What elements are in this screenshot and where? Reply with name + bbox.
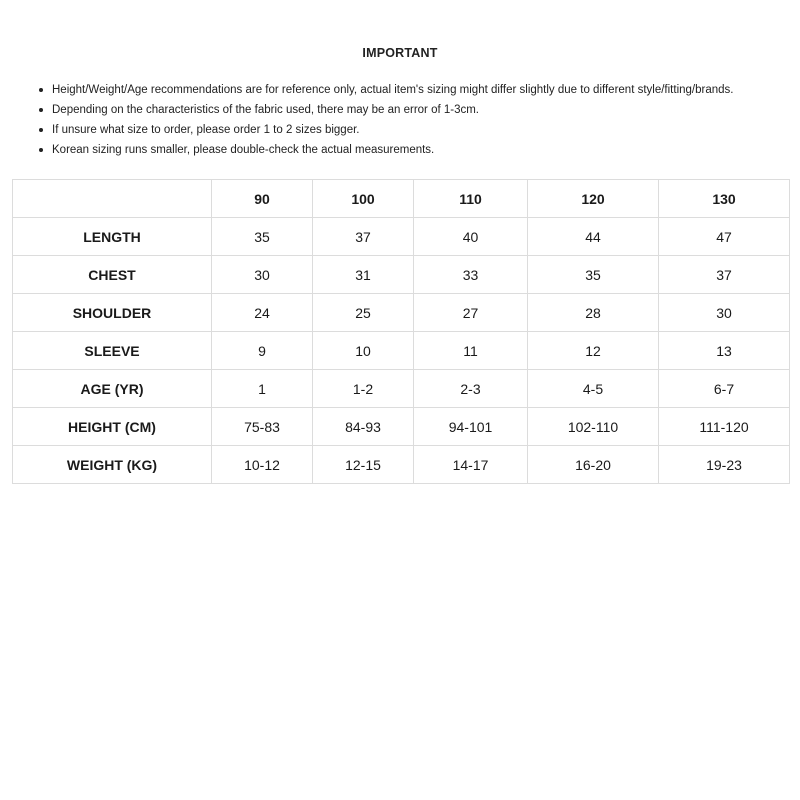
- table-header-row: [13, 180, 790, 218]
- table-cell: 12-15: [313, 446, 414, 484]
- table-row: [13, 446, 790, 484]
- table-cell: 111-120: [659, 408, 790, 446]
- table-cell: 44: [528, 218, 659, 256]
- table-cell: 30: [659, 294, 790, 332]
- table-cell: 33: [414, 256, 528, 294]
- table-cell: 6-7: [659, 370, 790, 408]
- size-header: 120: [528, 180, 659, 218]
- table-cell: 94-101: [414, 408, 528, 446]
- table-cell: 10-12: [212, 446, 313, 484]
- table-cell: 84-93: [313, 408, 414, 446]
- table-row: [13, 294, 790, 332]
- table-cell: 47: [659, 218, 790, 256]
- table-cell: 14-17: [414, 446, 528, 484]
- row-label: SLEEVE: [13, 332, 212, 370]
- title: IMPORTANT: [362, 46, 438, 60]
- notes-list: [36, 80, 766, 160]
- table-corner-cell: [13, 180, 212, 218]
- table-cell: 37: [313, 218, 414, 256]
- table-cell: 13: [659, 332, 790, 370]
- table-cell: 37: [659, 256, 790, 294]
- size-header: 100: [313, 180, 414, 218]
- note-item: Depending on the characteristics of the fabric used, there may be an error of 1-3cm.: [36, 100, 766, 120]
- row-label: LENGTH: [13, 218, 212, 256]
- table-cell: 102-110: [528, 408, 659, 446]
- table-cell: 24: [212, 294, 313, 332]
- table-cell: 10: [313, 332, 414, 370]
- row-label: CHEST: [13, 256, 212, 294]
- table-cell: 12: [528, 332, 659, 370]
- table-cell: 25: [313, 294, 414, 332]
- table-cell: 28: [528, 294, 659, 332]
- table-cell: 1: [212, 370, 313, 408]
- row-label: WEIGHT (KG): [13, 446, 212, 484]
- table-cell: 1-2: [313, 370, 414, 408]
- table-cell: 16-20: [528, 446, 659, 484]
- row-label: SHOULDER: [13, 294, 212, 332]
- table-cell: 27: [414, 294, 528, 332]
- table-cell: 35: [212, 218, 313, 256]
- table-cell: 35: [528, 256, 659, 294]
- row-label: AGE (YR): [13, 370, 212, 408]
- note-item: Korean sizing runs smaller, please double-check the actual measurements.: [36, 140, 766, 160]
- table-cell: 30: [212, 256, 313, 294]
- size-header: 90: [212, 180, 313, 218]
- table-row: [13, 408, 790, 446]
- table-cell: 19-23: [659, 446, 790, 484]
- table-cell: 11: [414, 332, 528, 370]
- note-item: Height/Weight/Age recommendations are for reference only, actual item's sizing might differ slightly due to different style/fitting/brands.: [36, 80, 766, 100]
- table-row: [13, 332, 790, 370]
- table-cell: 4-5: [528, 370, 659, 408]
- table-row: [13, 370, 790, 408]
- row-label: HEIGHT (CM): [13, 408, 212, 446]
- table-cell: 40: [414, 218, 528, 256]
- table-row: [13, 218, 790, 256]
- table-cell: 31: [313, 256, 414, 294]
- table-cell: 75-83: [212, 408, 313, 446]
- size-header: 130: [659, 180, 790, 218]
- size-header: 110: [414, 180, 528, 218]
- table-cell: 2-3: [414, 370, 528, 408]
- table-cell: 9: [212, 332, 313, 370]
- note-item: If unsure what size to order, please order 1 to 2 sizes bigger.: [36, 120, 766, 140]
- table-row: [13, 256, 790, 294]
- size-chart-table: [12, 179, 790, 484]
